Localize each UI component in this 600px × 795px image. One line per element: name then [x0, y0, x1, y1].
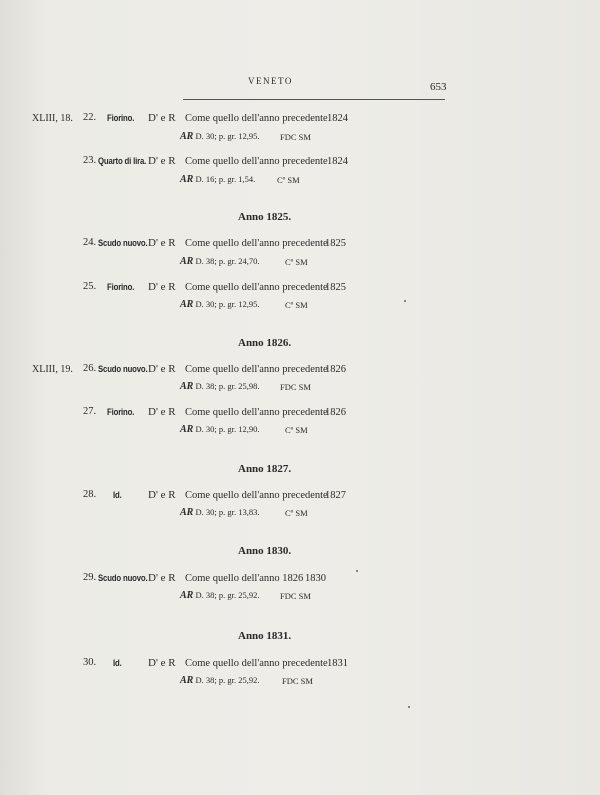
- grade: Cº SM: [285, 300, 308, 310]
- metal-mark: AR: [180, 381, 194, 392]
- coin-details: [180, 131, 259, 142]
- grade: Cº SM: [277, 175, 300, 185]
- paper-speck: [408, 706, 410, 708]
- coin-details: [180, 256, 259, 267]
- entry-number: 26.: [83, 363, 97, 374]
- year: 1824: [327, 113, 348, 124]
- coin-name: Scudo nuovo.: [98, 238, 148, 249]
- coin-details: [180, 381, 259, 392]
- page-number: 653: [430, 81, 447, 93]
- year: 1825: [325, 238, 346, 249]
- metal-mark: AR: [180, 256, 194, 267]
- section-heading: Anno 1830.: [238, 545, 292, 557]
- description: Come quello dell'anno precedente: [185, 282, 328, 293]
- entry-number: 24.: [83, 237, 97, 248]
- plate-reference: XLIII, 19.: [32, 364, 73, 375]
- coin-name: Scudo nuovo.: [98, 364, 148, 375]
- year: 1825: [325, 282, 346, 293]
- section-heading: Anno 1826.: [238, 337, 292, 349]
- grade: FDC SM: [280, 382, 311, 392]
- metal-mark: AR: [180, 507, 194, 518]
- year: 1824: [327, 156, 348, 167]
- dimensions: D. 30; p. gr. 12,95.: [195, 131, 260, 141]
- entry-number: 30.: [83, 657, 97, 668]
- coin-name: Id.: [113, 490, 122, 501]
- dimensions: D. 30; p. gr. 12,90.: [195, 424, 260, 434]
- metal-mark: AR: [180, 424, 194, 435]
- entry-number: 23.: [83, 155, 97, 166]
- metal-mark: AR: [180, 675, 194, 686]
- entry-number: 22.: [83, 112, 97, 123]
- coin-name: Id.: [113, 658, 122, 669]
- running-header: VENETO: [248, 76, 293, 86]
- description: Come quello dell'anno precedente: [185, 238, 328, 249]
- grade: FDC SM: [280, 132, 311, 142]
- year: 1830: [305, 573, 326, 584]
- entry-number: 27.: [83, 406, 97, 417]
- description: Come quello dell'anno precedente: [185, 113, 328, 124]
- sides: D' e R: [148, 657, 176, 669]
- metal-mark: AR: [180, 590, 194, 601]
- description: Come quello dell'anno precedente: [185, 490, 328, 501]
- description: Come quello dell'anno precedente: [185, 156, 328, 167]
- grade: Cº SM: [285, 425, 308, 435]
- section-heading: Anno 1831.: [238, 630, 292, 642]
- coin-name: Fiorino.: [107, 113, 135, 124]
- entry-number: 28.: [83, 489, 97, 500]
- year: 1826: [325, 364, 346, 375]
- coin-name: Scudo nuovo.: [98, 573, 148, 584]
- coin-details: [180, 507, 259, 518]
- sides: D' e R: [148, 406, 176, 418]
- coin-details: [180, 675, 259, 686]
- sides: D' e R: [148, 489, 176, 501]
- metal-mark: AR: [180, 299, 194, 310]
- year: 1831: [327, 658, 348, 669]
- entry-number: 29.: [83, 572, 97, 583]
- dimensions: D. 16; p. gr. 1,54.: [195, 174, 256, 184]
- entry-number: 25.: [83, 281, 97, 292]
- year: 1827: [325, 490, 346, 501]
- dimensions: D. 30; p. gr. 13,83.: [195, 507, 260, 517]
- grade: Cº SM: [285, 257, 308, 267]
- dimensions: D. 38; p. gr. 24,70.: [195, 256, 260, 266]
- sides: D' e R: [148, 237, 176, 249]
- coin-details: [180, 174, 255, 185]
- section-heading: Anno 1827.: [238, 463, 292, 475]
- metal-mark: AR: [180, 174, 194, 185]
- grade: Cº SM: [285, 508, 308, 518]
- coin-name: Quarto di lira.: [98, 156, 147, 167]
- paper-speck: [356, 570, 358, 572]
- year: 1826: [325, 407, 346, 418]
- description: Come quello dell'anno precedente: [185, 658, 328, 669]
- dimensions: D. 38; p. gr. 25,92.: [195, 590, 260, 600]
- section-heading: Anno 1825.: [238, 211, 292, 223]
- header-rule: [183, 99, 445, 100]
- sides: D' e R: [148, 155, 176, 167]
- paper-speck: [404, 300, 406, 302]
- plate-reference: XLIII, 18.: [32, 113, 73, 124]
- grade: FDC SM: [280, 591, 311, 601]
- description: Come quello dell'anno precedente: [185, 364, 328, 375]
- description: Come quello dell'anno precedente: [185, 407, 328, 418]
- metal-mark: AR: [180, 131, 194, 142]
- dimensions: D. 38; p. gr. 25,98.: [195, 381, 260, 391]
- dimensions: D. 38; p. gr. 25,92.: [195, 675, 260, 685]
- coin-details: [180, 424, 259, 435]
- coin-details: [180, 590, 259, 601]
- sides: D' e R: [148, 112, 176, 124]
- sides: D' e R: [148, 572, 176, 584]
- coin-name: Fiorino.: [107, 407, 135, 418]
- sides: D' e R: [148, 281, 176, 293]
- sides: D' e R: [148, 363, 176, 375]
- description: Come quello dell'anno 1826: [185, 573, 304, 584]
- dimensions: D. 30; p. gr. 12,95.: [195, 299, 260, 309]
- coin-name: Fiorino.: [107, 282, 135, 293]
- grade: FDC SM: [282, 676, 313, 686]
- coin-details: [180, 299, 259, 310]
